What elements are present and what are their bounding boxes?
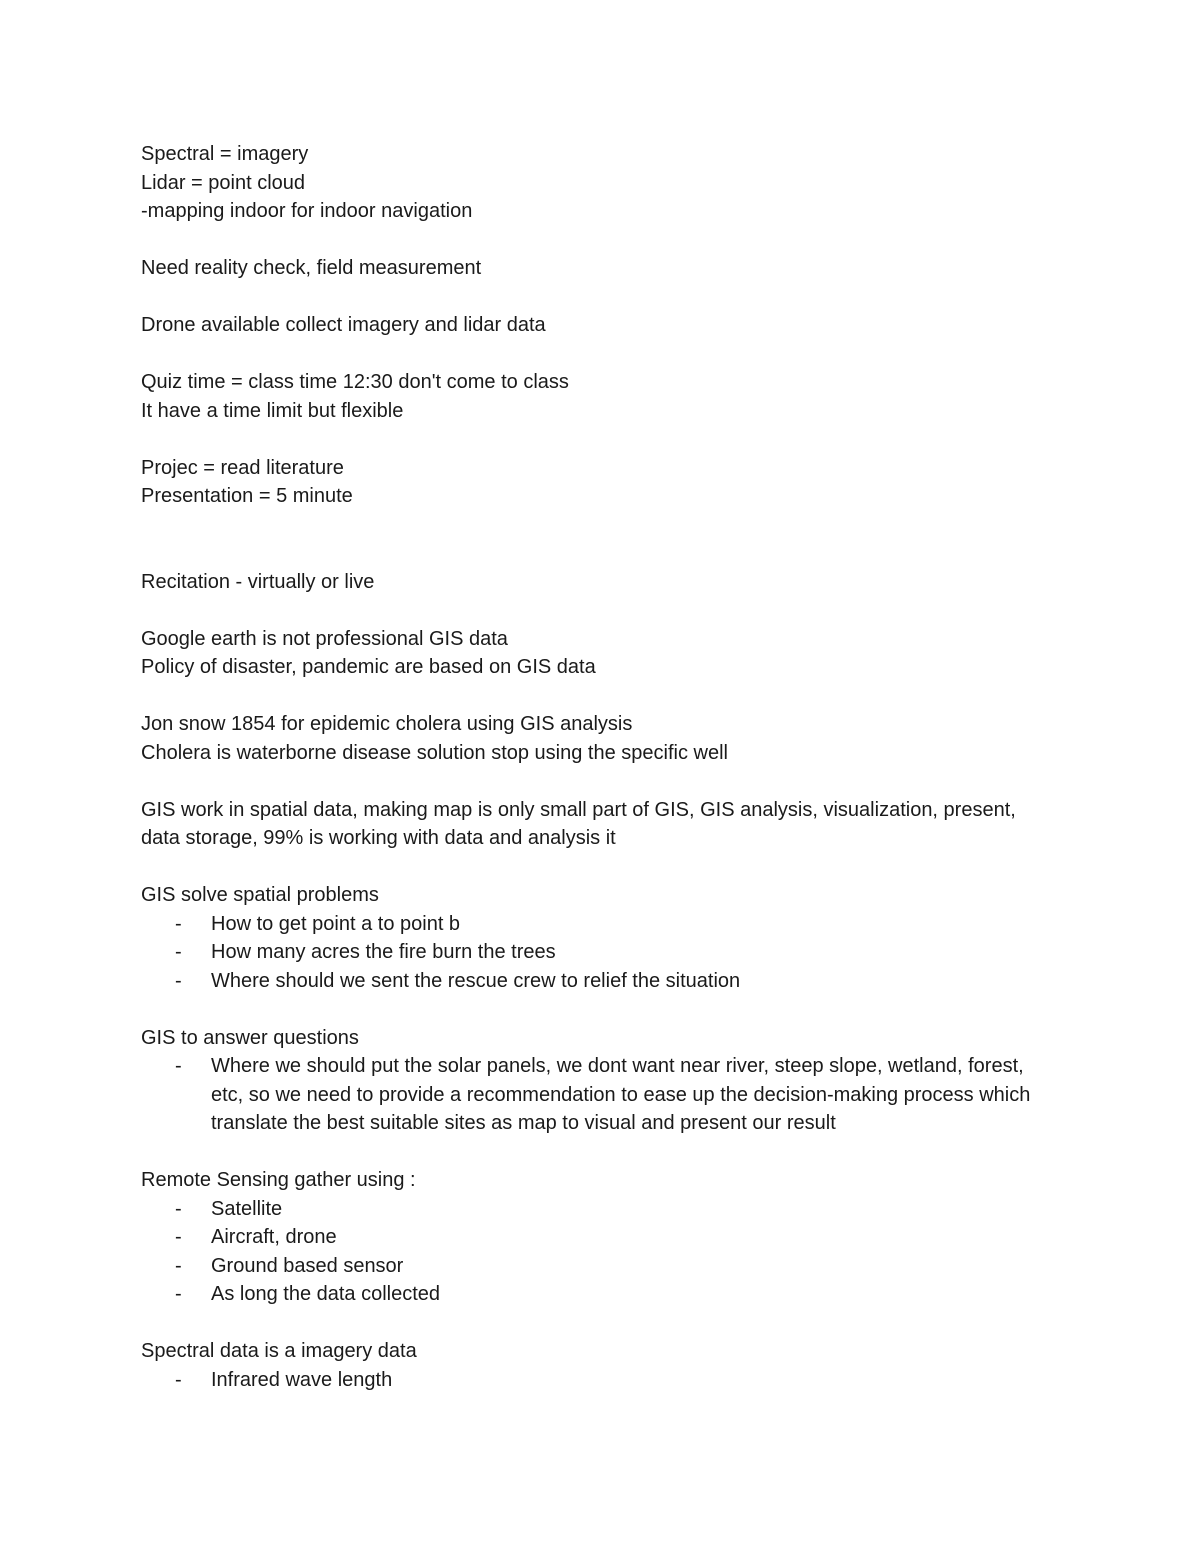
list-item-text: As long the data collected [211,1283,441,1305]
list-item-text: Ground based sensor [211,1254,404,1277]
list-item [141,938,1041,967]
list-item [141,1052,1041,1138]
bullet-marker: - [175,941,182,963]
section-heading: Remote Sensing gather using : [141,1169,416,1191]
list-item [141,1195,1041,1224]
note-line: -mapping indoor for indoor navigation [141,200,473,222]
list-item [141,1366,1041,1395]
list-item-text: Where we should put the solar panels, we dont want near river, steep slope, wetland, forest, etc, so we need to provide a recommendation to ease up the decision-making process which translate the best suitable sites as map to visual and present our result [211,1055,1031,1134]
note-line: Cholera is waterborne disease solution stop using the specific well [141,741,728,764]
list-item [141,1223,1041,1252]
bullet-marker: - [175,1368,182,1391]
note-line: Jon snow 1854 for epidemic cholera using GIS analysis [141,713,633,735]
note-line: Lidar = point cloud [141,171,306,194]
note-line: Presentation = 5 minute [141,485,353,507]
note-line: Recitation - virtually or live [141,570,375,593]
note-line: Quiz time = class time 12:30 don't come to class [141,371,569,393]
section-heading: Spectral data is a imagery data [141,1340,417,1362]
bullet-list [141,1052,1041,1138]
list-item-text: Satellite [211,1197,283,1220]
bullet-marker: - [175,1254,182,1277]
list-item-text: How many acres the fire burn the trees [211,941,556,963]
note-paragraph: GIS work in spatial data, making map is only small part of GIS, GIS analysis, visualization, present, data storage, 99% is working with data and analysis it [141,798,1016,849]
note-line: Need reality check, field measurement [141,257,482,279]
list-item-text: Aircraft, drone [211,1226,337,1248]
bullet-marker: - [175,1283,182,1305]
bullet-marker: - [175,1055,182,1077]
list-item-text: How to get point a to point b [211,912,461,935]
list-item [141,967,1041,996]
note-line: Drone available collect imagery and lidar data [141,314,546,336]
list-item-text: Where should we sent the rescue crew to relief the situation [211,969,741,992]
bullet-marker: - [175,1226,182,1248]
section-heading: GIS solve spatial problems [141,884,379,906]
bullet-list [141,1195,1041,1309]
list-item-text: Infrared wave length [211,1368,393,1391]
note-line: Google earth is not professional GIS data [141,627,508,650]
bullet-list [141,1366,1041,1395]
bullet-marker: - [175,969,182,992]
list-item [141,1280,1041,1309]
list-item [141,1252,1041,1281]
note-line: Spectral = imagery [141,143,309,165]
list-item [141,910,1041,939]
bullet-marker: - [175,912,182,935]
document-page [141,140,1041,1394]
note-line: It have a time limit but flexible [141,399,404,422]
bullet-list [141,910,1041,996]
note-line: Policy of disaster, pandemic are based on GIS data [141,656,596,678]
note-line: Projec = read literature [141,456,344,479]
bullet-marker: - [175,1197,182,1220]
section-heading: GIS to answer questions [141,1026,359,1049]
